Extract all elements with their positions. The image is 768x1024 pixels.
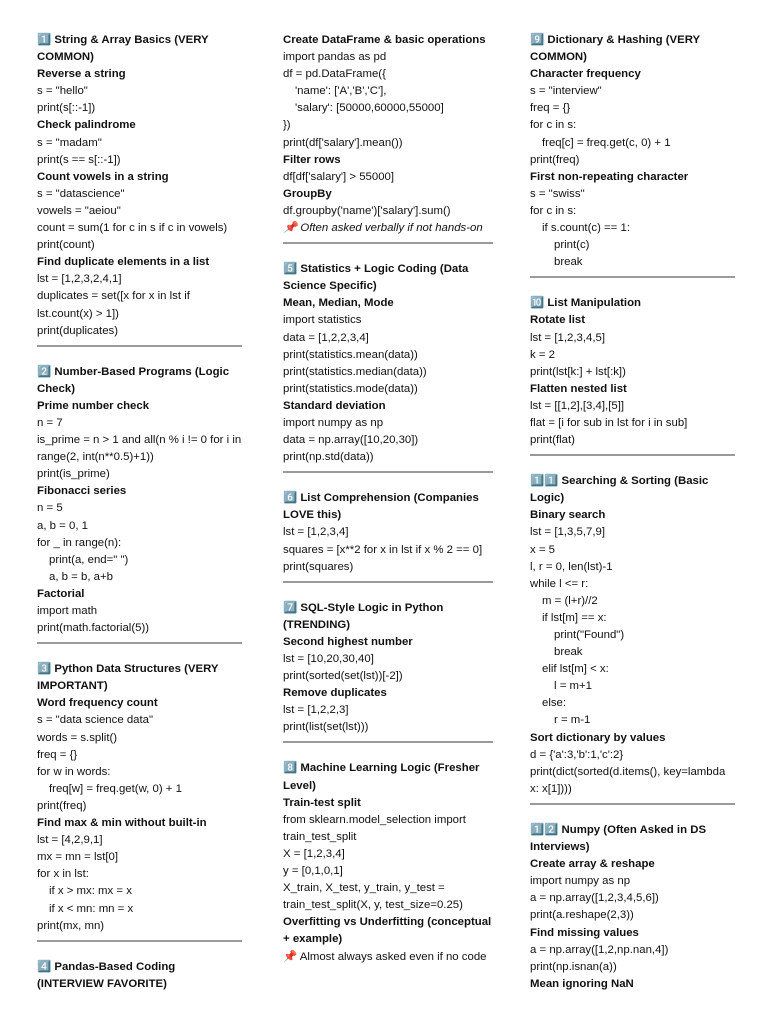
subheading: Find duplicate elements in a list [37,256,210,269]
code-line: import numpy as np [530,875,631,888]
section-heading: 1️⃣ String & Array Basics (VERY COMMON) [37,34,209,64]
section-divider [283,242,493,244]
code-line: df.groupby('name')['salary'].sum() [283,204,451,217]
code-line: else: [542,697,567,710]
code-line: 'name': ['A','B','C'], [295,85,387,98]
note: 📌 Often asked verbally if not hands-on [283,222,483,235]
code-line: df[df['salary'] > 55000] [283,170,395,183]
subheading: Flatten nested list [530,382,627,395]
subheading: Overfitting vs Underfitting (conceptual + example) [283,916,495,946]
code-line: lst = [10,20,30,40] [283,653,374,665]
section-divider [283,741,493,743]
code-line: l, r = 0, len(lst)-1 [530,560,613,573]
code-line: if lst[m] == x: [542,611,607,624]
section-divider [283,581,493,583]
code-line: import math [37,605,98,617]
section-divider [37,642,242,644]
column-3 [530,32,735,993]
subheading: Create DataFrame & basic operations [283,34,486,46]
code-line: s = "hello" [37,85,88,98]
section-divider [530,276,735,278]
code-line: lst = [4,2,9,1] [37,834,103,847]
section-divider [530,803,735,805]
section-divider [37,940,242,942]
code-line: print(df['salary'].mean()) [283,136,403,149]
code-line: for x in lst: [37,868,89,881]
section-heading: 🔟 List Manipulation [530,297,641,310]
code-line: mx = mn = lst[0] [37,851,119,864]
code-line: lst = [1,2,3,4,5] [530,331,606,344]
subheading: Filter rows [283,153,341,166]
code-line: a = np.array([1,2,3,4,5,6]) [530,892,659,905]
code-line: lst = [[1,2],[3,4],[5]] [530,399,625,412]
code-line: 'salary': [50000,60000,55000] [295,102,444,115]
code-line: print("Found") [554,629,625,641]
column-2 [283,32,493,966]
section-heading: 3️⃣ Python Data Structures (VERY IMPORTANT) [37,663,219,693]
section [283,32,493,244]
subheading: Second highest number [283,635,413,648]
code-line: print(sorted(set(lst))[-2]) [283,670,403,683]
code-line: print(math.factorial(5)) [37,622,150,635]
subheading: Fibonacci series [37,485,127,498]
section-divider [283,471,493,473]
code-line: print(freq) [37,799,87,812]
code-line: print(a.reshape(2,3)) [530,909,634,922]
code-line: }) [283,119,291,132]
code-line: for _ in range(n): [37,536,122,549]
code-line: print(s == s[::-1]) [37,153,121,166]
code-line: n = 5 [37,502,63,515]
code-line: a = np.array([1,2,np.nan,4]) [530,943,669,956]
code-line: import numpy as np [283,416,384,429]
subheading: Character frequency [530,68,641,81]
code-line: print(np.std(data)) [283,451,374,464]
subheading: Prime number check [37,399,150,412]
code-line: s = "swiss" [530,187,585,200]
code-line: s = "data science data" [37,714,154,727]
code-line: vowels = "aeiou" [37,204,121,217]
subheading: Mean, Median, Mode [283,297,394,310]
section [37,959,242,993]
code-line: for c in s: [530,204,577,217]
section-heading: 1️⃣1️⃣ Searching & Sorting (Basic Logic) [530,475,709,505]
code-line: print(statistics.mode(data)) [283,382,418,395]
code-line: X = [1,2,3,4] [283,847,345,860]
code-line: x = 5 [530,543,556,556]
code-line: freq = {} [37,748,78,761]
subheading: Count vowels in a string [37,170,169,183]
code-line: print(mx, mn) [37,919,105,932]
subheading: Find max & min without built-in [37,817,207,830]
code-line: lst = [1,2,3,2,4,1] [37,273,122,286]
code-line: n = 7 [37,416,63,429]
code-line: print(dict(sorted(d.items(), key=lambda x: x[1]))) [530,765,729,795]
section [37,364,245,645]
code-line: a, b = b, a+b [49,570,113,583]
code-line: print(count) [37,239,95,252]
code-line: print(flat) [530,434,575,447]
code-line: y = [0,1,0,1] [283,865,343,878]
section-divider [37,345,242,347]
code-line: elif lst[m] < x: [542,663,609,676]
code-line: data = np.array([10,20,30]) [283,434,419,447]
code-line: freq[w] = freq.get(w, 0) + 1 [49,782,182,795]
code-line: print(c) [554,239,590,252]
code-line: break [554,646,583,659]
code-line: d = {'a':3,'b':1,'c':2} [530,748,624,761]
subheading: Find missing values [530,926,639,939]
code-line: print(duplicates) [37,324,119,337]
code-line: print(freq) [530,153,580,166]
code-line: break [554,256,583,269]
subheading: First non-repeating character [530,170,689,183]
section-heading: 8️⃣ Machine Learning Logic (Fresher Level) [283,762,480,792]
code-line: a, b = 0, 1 [37,519,88,532]
subheading: Create array & reshape [530,858,655,871]
code-line: import statistics [283,314,362,327]
subheading: Remove duplicates [283,687,387,700]
subheading: Reverse a string [37,68,126,81]
code-line: duplicates = set([x for x in lst if lst.count(x) > 1]) [37,290,194,320]
section [283,490,493,582]
code-line: print(squares) [283,560,354,573]
code-line: words = s.split() [37,731,118,744]
section-heading: 1️⃣2️⃣ Numpy (Often Asked in DS Interviews) [530,823,707,854]
section [37,32,242,347]
section-heading: 9️⃣ Dictionary & Hashing (VERY COMMON) [530,34,700,64]
code-line: for w in words: [37,765,111,778]
code-line: data = [1,2,2,3,4] [283,331,369,344]
code-line: count = sum(1 for c in s if c in vowels) [37,222,228,235]
code-line: freq = {} [530,102,571,115]
subheading: Word frequency count [37,697,158,710]
code-line: print(statistics.median(data)) [283,365,427,378]
column-1 [37,32,245,993]
subheading: Rotate list [530,314,586,327]
code-line: print(a, end=" ") [49,553,129,566]
code-line: from sklearn.model_selection import train_test_split [283,813,470,843]
code-line: if x < mn: mn = x [49,902,134,915]
section [530,295,735,456]
code-line: print(statistics.mean(data)) [283,348,418,361]
code-line: freq[c] = freq.get(c, 0) + 1 [542,136,671,149]
code-line: if s.count(c) == 1: [542,222,630,235]
code-line: print(lst[k:] + lst[:k]) [530,365,626,378]
section [283,600,493,744]
section [283,261,493,473]
code-line: l = m+1 [554,680,592,693]
code-line: s = "interview" [530,85,602,98]
subheading: Factorial [37,587,85,600]
code-line: lst = [1,2,2,3] [283,704,349,717]
code-line: while l <= r: [530,577,589,590]
code-line: print(is_prime) [37,468,110,481]
section-heading: 2️⃣ Number-Based Programs (Logic Check) [37,365,230,395]
subheading: Mean ignoring NaN [530,977,634,990]
subheading: Check palindrome [37,119,136,132]
subheading: Binary search [530,509,606,522]
section-heading: 6️⃣ List Comprehension (Companies LOVE this) [283,492,479,522]
section [530,822,735,993]
code-line: X_train, X_test, y_train, y_test = train_test_split(X, y, test_size=0.25) [283,882,463,912]
code-line: is_prime = n > 1 and all(n % i != 0 for i in range(2, int(n**0.5)+1)) [37,434,245,464]
subheading: Sort dictionary by values [530,731,666,744]
code-line: print(list(set(lst))) [283,721,369,734]
code-line: lst = [1,2,3,4] [283,526,349,539]
code-line: print(np.isnan(a)) [530,960,617,973]
subheading: Train-test split [283,796,361,809]
code-line: r = m-1 [554,714,591,727]
code-line: m = (l+r)//2 [542,594,598,607]
note: 📌 Almost always asked even if no code [283,950,487,963]
section-heading: 7️⃣ SQL-Style Logic in Python (TRENDING) [283,601,444,631]
code-line: for c in s: [530,119,577,132]
code-line: flat = [i for sub in lst for i in sub] [530,416,688,429]
code-line: k = 2 [530,348,556,361]
section [37,661,242,942]
section [283,760,493,965]
code-line: lst = [1,3,5,7,9] [530,526,606,539]
code-line: squares = [x**2 for x in lst if x % 2 == 0] [283,543,483,556]
subheading: GroupBy [283,187,332,200]
code-line: s = "datascience" [37,187,125,200]
section-divider [530,454,735,456]
section-heading: 5️⃣ Statistics + Logic Coding (Data Science Specific) [283,263,469,293]
subheading: Standard deviation [283,399,386,412]
code-line: df = pd.DataFrame({ [283,68,386,81]
code-line: s = "madam" [37,136,102,149]
code-line: import pandas as pd [283,51,387,64]
code-line: if x > mx: mx = x [49,885,132,898]
section-heading: 4️⃣ Pandas-Based Coding (INTERVIEW FAVORITE) [37,960,176,990]
code-line: print(s[::-1]) [37,102,96,115]
section [530,473,735,805]
section [530,32,735,278]
